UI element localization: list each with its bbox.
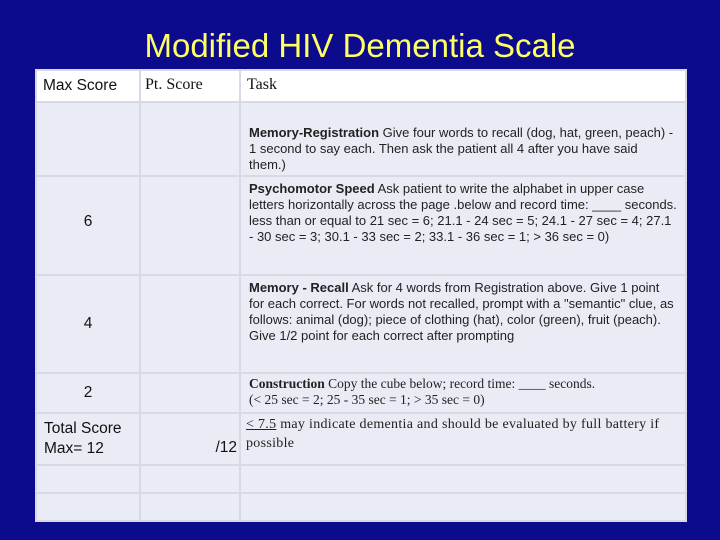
- task-cell: [240, 176, 686, 275]
- task-heading: Memory-Registration: [249, 125, 380, 140]
- table-row: [36, 373, 686, 413]
- total-score-label: Total Score: [44, 420, 122, 437]
- pt-score-cell: [140, 176, 240, 275]
- table-row: [36, 275, 686, 373]
- task-scoring: less than or equal to 21 sec = 6; 21.1 - 24 sec = 5; 24.1 - 27 sec = 4; 27.1 - 30 sec = 3; 30.1 - 33 sec = 2; 33.1 - 36 sec = 1; > 36 sec = 0): [249, 213, 672, 244]
- max-score-cell: [36, 373, 140, 413]
- total-score-max: Max= 12: [44, 440, 104, 457]
- task-cell: [240, 373, 686, 413]
- max-score-cell: [36, 102, 140, 176]
- empty-cell: [140, 493, 240, 521]
- task-heading: Psychomotor Speed: [249, 181, 375, 196]
- max-score-value: 6: [83, 212, 93, 230]
- task-cell: [240, 275, 686, 373]
- empty-row: [36, 493, 686, 521]
- slide-title: Modified HIV Dementia Scale: [144, 27, 576, 64]
- task-text: Give four words to recall (dog, hat, green, peach) - 1 second to say each. Then ask the patient all 4 after you have said them.): [249, 125, 674, 172]
- task-heading: Construction: [249, 376, 325, 391]
- total-pt-score: /12: [215, 439, 237, 456]
- max-score-cell: [36, 275, 140, 373]
- empty-cell: [240, 493, 686, 521]
- empty-cell: [36, 493, 140, 521]
- cutoff-value: < 7.5: [246, 417, 277, 432]
- max-score-value: 2: [83, 384, 93, 401]
- max-score-value: 4: [83, 315, 93, 332]
- cutoff-cell: [240, 413, 686, 465]
- cutoff-text: may indicate dementia and should be evaluated by full battery if possible: [246, 417, 660, 451]
- total-pt-score-cell: [140, 413, 240, 465]
- task-scoring: (< 25 sec = 2; 25 - 35 sec = 1; > 35 sec = 0): [249, 392, 485, 407]
- pt-score-cell: [140, 275, 240, 373]
- pt-score-cell: [140, 373, 240, 413]
- total-score-cell: [36, 413, 140, 465]
- table-header-row: [36, 70, 686, 102]
- empty-cell: [36, 465, 140, 493]
- task-heading: Memory - Recall: [249, 280, 349, 295]
- max-score-cell: [36, 176, 140, 275]
- header-task-cell: [240, 70, 686, 102]
- header-max-score: Max Score: [43, 77, 118, 94]
- empty-cell: [240, 465, 686, 493]
- table-row: [36, 176, 686, 275]
- header-max-score-cell: [36, 70, 140, 102]
- empty-row: [36, 465, 686, 493]
- total-row: [36, 413, 686, 465]
- task-text: Ask patient to write the alphabet in upper case letters horizontally across the page .below and record time: ____ seconds.: [249, 181, 677, 212]
- table-row: [36, 102, 686, 176]
- empty-cell: [140, 465, 240, 493]
- header-pt-score: Pt. Score: [145, 76, 203, 93]
- task-text: Ask for 4 words from Registration above. Give 1 point for each correct. For words not recalled, prompt with a "semantic" clue, as follows: animal (dog); piece of clothing (hat), color (green), fruit (peach). Give 1/2 point for each correct after prompting: [249, 280, 674, 343]
- hiv-dementia-scale-table: [35, 69, 687, 522]
- header-pt-score-cell: [140, 70, 240, 102]
- task-cell: [240, 102, 686, 176]
- pt-score-cell: [140, 102, 240, 176]
- task-text: Copy the cube below; record time: ____ seconds.: [324, 376, 596, 391]
- header-task: Task: [247, 76, 277, 93]
